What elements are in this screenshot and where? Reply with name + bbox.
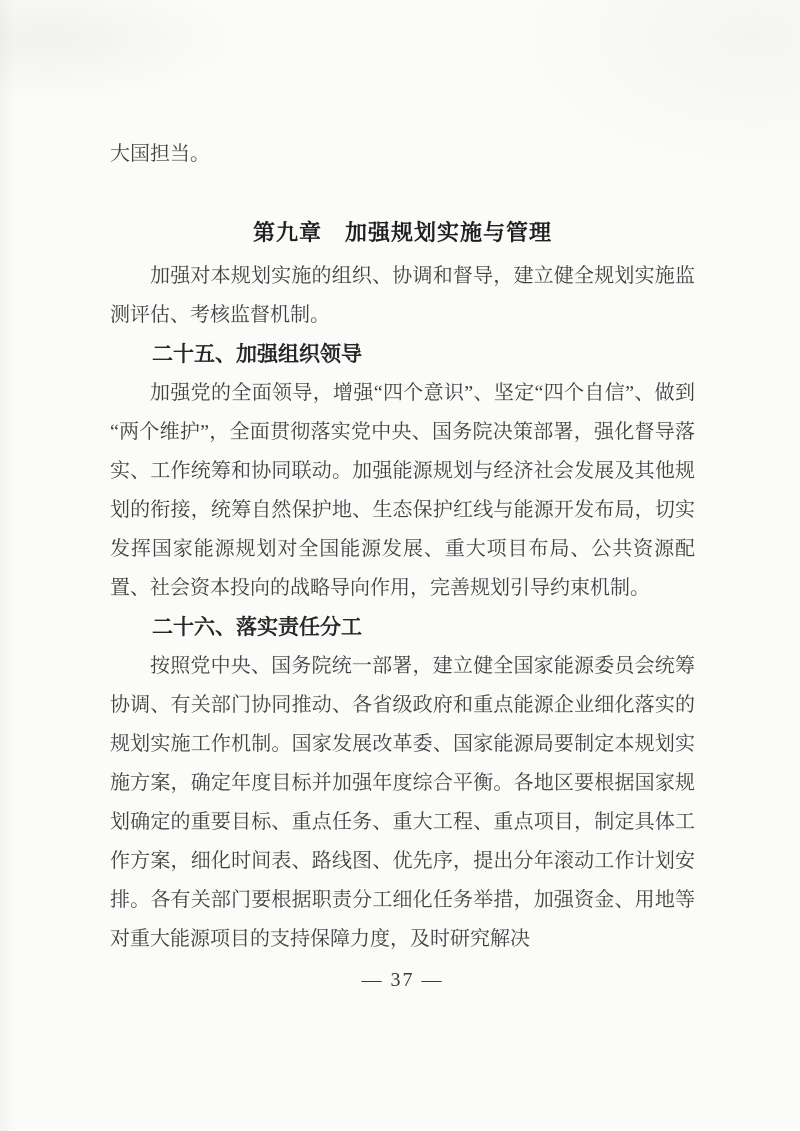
section-heading-25: 二十五、加强组织领导 <box>152 343 362 366</box>
paragraph-intro: 加强对本规划实施的组织、协调和督导，建立健全规划实施监测评估、考核监督机制。 <box>110 265 695 326</box>
page-number: — 37 — <box>361 969 444 991</box>
paragraph-section-25: 加强党的全面领导，增强“四个意识”、坚定“四个自信”、做到“两个维护”，全面贯彻落实党中央、国务院决策部署，强化督导落实、工作统筹和协同联动。加强能源规划与经济社会发展及其他规划的衔接，统筹自然保护地、生态保护红线与能源开发布局，切实发挥国家能源规划对全国能源发展、重大项目布局、公共资源配置、社会资本投向的战略导向作用，完善规划引导约束机制。 <box>110 382 695 599</box>
section-heading-26: 二十六、落实责任分工 <box>152 616 362 639</box>
scan-artifact-left-edge <box>0 0 14 1131</box>
chapter-title: 第九章 加强规划实施与管理 <box>252 220 552 245</box>
document-text-column <box>110 135 695 1000</box>
paragraph-section-26: 按照党中央、国务院统一部署，建立健全国家能源委员会统筹协调、有关部门协同推动、各省级政府和重点能源企业细化落实的规划实施工作机制。国家发展改革委、国家能源局要制定本规划实施方案，确定年度目标并加强年度综合平衡。各地区要根据国家规划确定的重要目标、重点任务、重大工程、重点项目，制定具体工作方案，细化时间表、路线图、优先序，提出分年滚动工作计划安排。各有关部门要根据职责分工细化任务举措，加强资金、用地等对重大能源项目的支持保障力度，及时研究解决 <box>110 655 695 950</box>
scan-artifact-top-left <box>0 0 260 110</box>
paragraph-carryover: 大国担当。 <box>110 143 210 165</box>
